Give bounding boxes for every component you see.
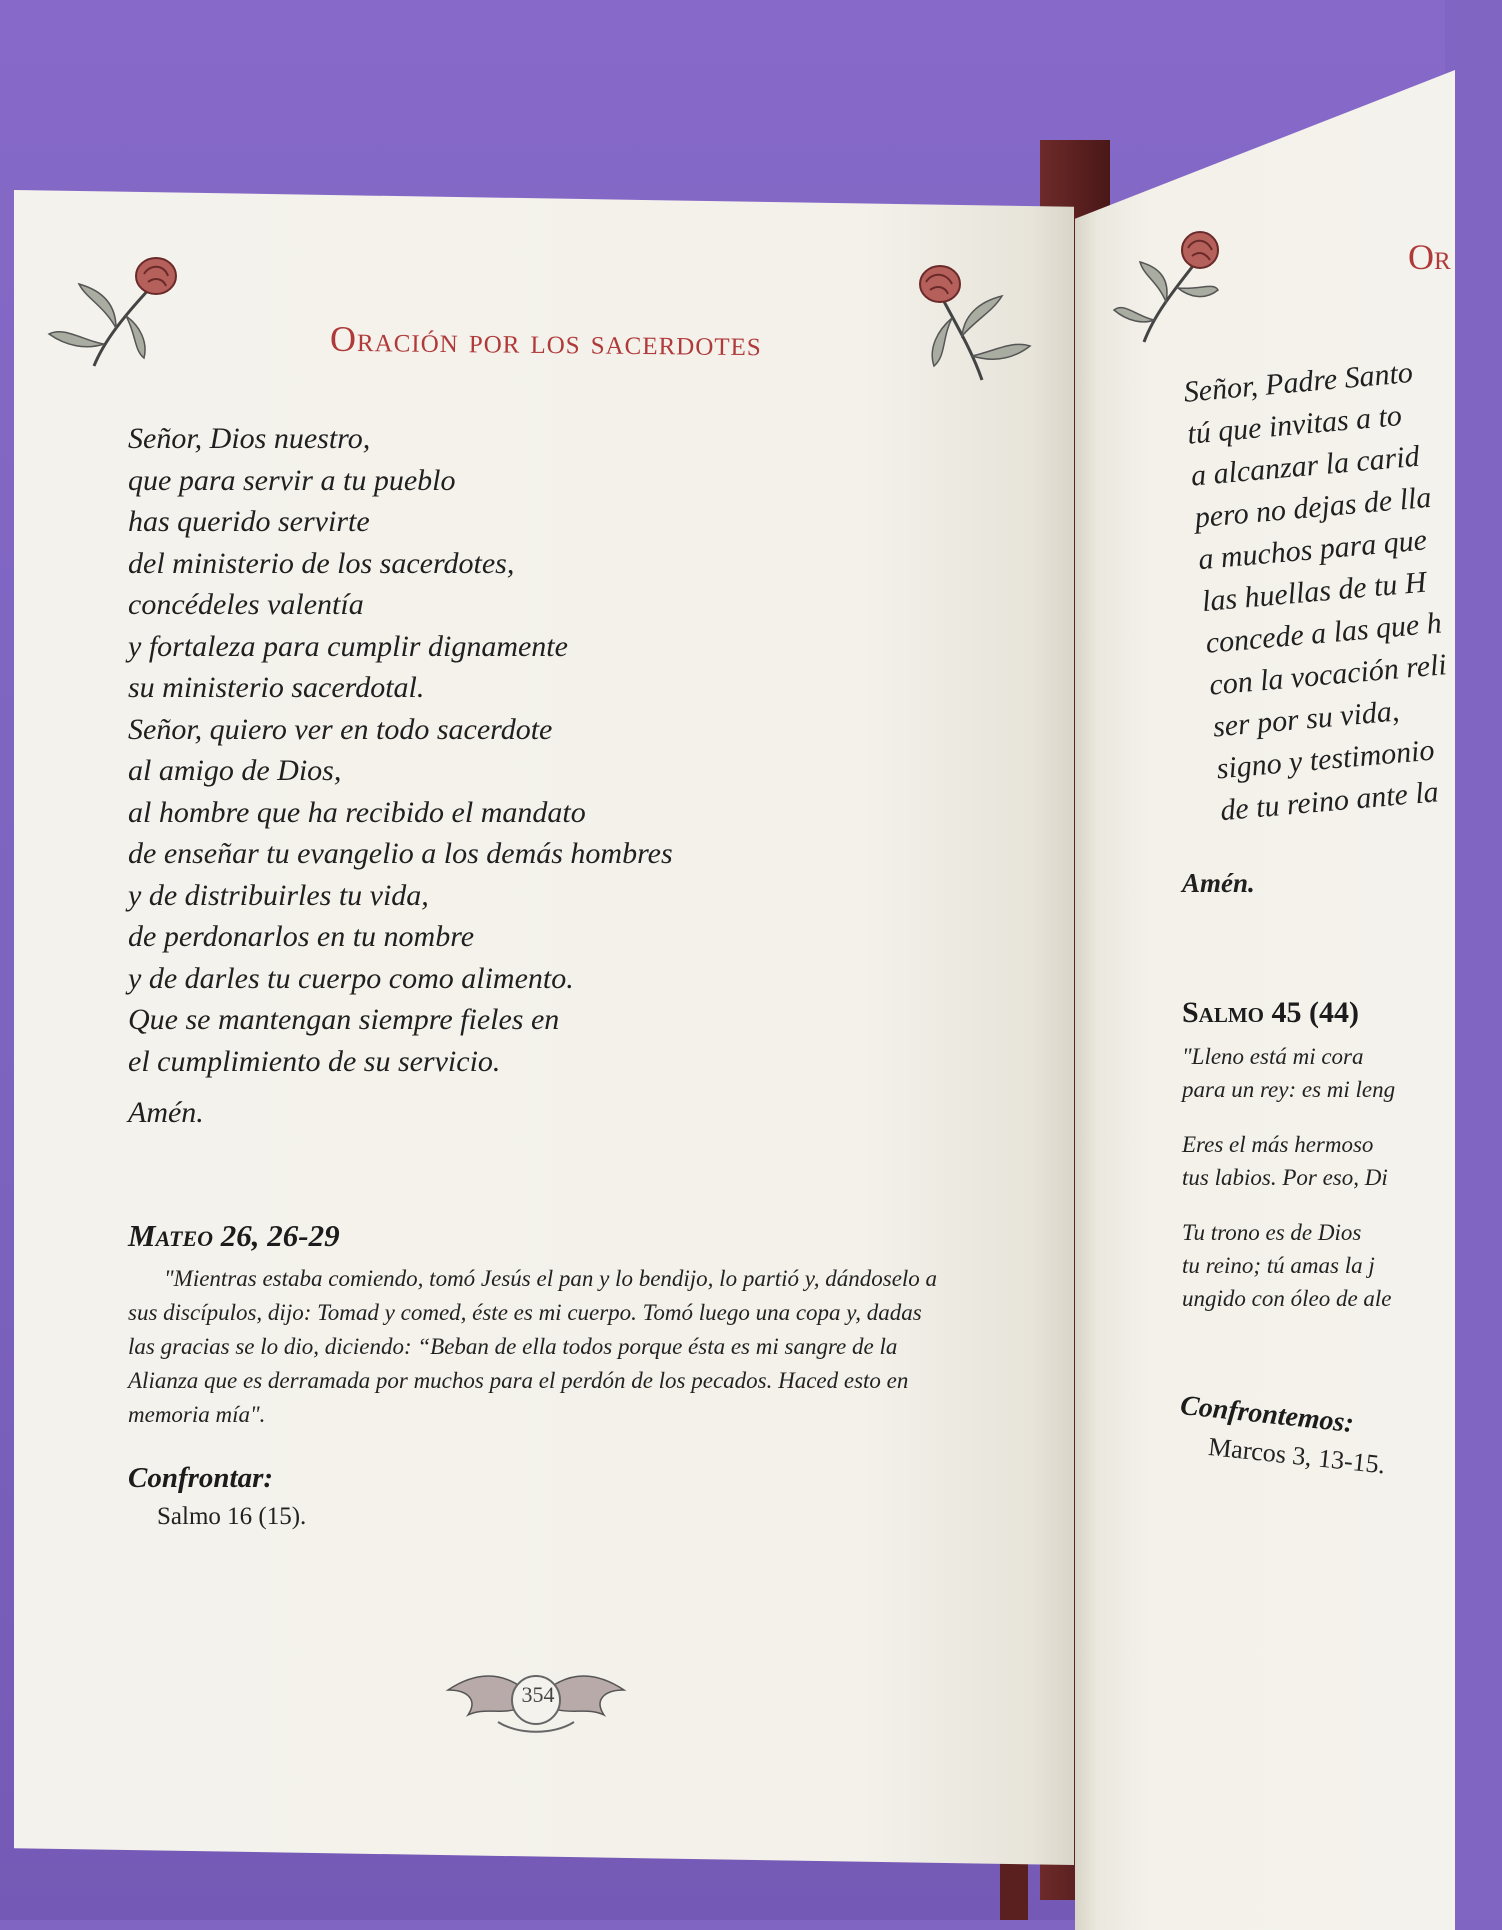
- prayer-line: de tu reino ante la: [1218, 775, 1440, 828]
- prayer-line: Que se mantengan siempre fieles en: [128, 1003, 560, 1036]
- prayer-line: su ministerio sacerdotal.: [128, 671, 425, 704]
- psalm-line: Eres el más hermoso tus labios. Por eso, Di: [1182, 1132, 1388, 1190]
- prayer-line: Señor, Dios nuestro,: [128, 422, 371, 455]
- right-prayer-text: [1182, 351, 1459, 832]
- psalm-line: Tu trono es de Dios tu reino; tú amas la j ungido con óleo de ale: [1182, 1220, 1392, 1311]
- rose-ornament-left-icon: [44, 246, 174, 376]
- psalm-text: [1182, 1040, 1502, 1337]
- prayer-line: Señor, Padre Santo: [1182, 355, 1415, 409]
- rose-ornament-right-icon: [912, 256, 1042, 386]
- right-amen-text: Amén.: [1182, 868, 1255, 898]
- prayer-line: que para servir a tu pueblo: [128, 463, 456, 497]
- right-confront-label: Confrontemos:: [1178, 1390, 1356, 1440]
- prayer-line: has querido servirte: [128, 505, 370, 538]
- page-title: Oración por los sacerdotes: [329, 318, 763, 364]
- prayer-line: ser por su vida,: [1211, 694, 1401, 744]
- prayer-line: a muchos para que: [1196, 523, 1429, 577]
- prayer-line: de enseñar tu evangelio a los demás hombres: [128, 837, 673, 870]
- page-number-ornament: [438, 1660, 634, 1740]
- reading-heading: [128, 1218, 340, 1254]
- prayer-line: las huellas de tu H: [1200, 565, 1428, 619]
- prayer-line: de perdonarlos en tu nombre: [128, 920, 475, 953]
- right-page-title: Or: [1408, 237, 1451, 277]
- amen-text: Amén.: [128, 1096, 204, 1129]
- right-confront-reference: Marcos 3, 13-15.: [1206, 1432, 1387, 1480]
- prayer-line: concédeles valentía: [128, 588, 364, 621]
- prayer-line: signo y testimonio: [1215, 733, 1436, 786]
- prayer-line: pero no dejas de lla: [1193, 480, 1433, 535]
- reading-reference: 26, 26-29: [220, 1218, 340, 1253]
- prayer-text: [128, 418, 673, 1082]
- prayer-line: al amigo de Dios,: [128, 754, 342, 787]
- confront-label: Confrontar:: [128, 1462, 274, 1494]
- prayer-line: y fortaleza para cumplir dignamente: [128, 629, 568, 663]
- prayer-line: concede a las que h: [1204, 606, 1443, 660]
- prayer-line: a alcanzar la carid: [1189, 439, 1421, 493]
- reading-text: "Mientras estaba comiendo, tomó Jesús el pan y lo bendijo, lo partió y, dándoselo a sus discípulos, dijo: Tomad y comed, éste es mi cuerpo. Tomó luego una copa y, dadas las gracias se lo dio, diciendo: “Beban de ella todos porque ésta es mi sangre de la Alianza que es derramada por muchos para el perdón de los pecados. Haced esto en memoria mía".: [128, 1266, 938, 1427]
- prayer-line: y de distribuirles tu vida,: [128, 878, 429, 912]
- prayer-line: y de darles tu cuerpo como alimento.: [128, 961, 574, 995]
- reading-book: Mateo: [128, 1218, 214, 1253]
- page-number: 354: [521, 1682, 555, 1707]
- psalm-heading: [1182, 996, 1359, 1030]
- psalm-book: Salmo: [1182, 996, 1265, 1029]
- prayer-line: al hombre que ha recibido el mandato: [128, 795, 586, 829]
- psalm-line: "Lleno está mi cora para un rey: es mi leng: [1182, 1044, 1396, 1102]
- rose-ornament-right-page-icon: [1114, 220, 1224, 350]
- confront-reference: Salmo 16 (15).: [157, 1503, 307, 1530]
- prayer-line: con la vocación reli: [1207, 648, 1448, 702]
- prayer-line: Señor, quiero ver en todo sacerdote: [128, 712, 553, 746]
- prayer-line: del ministerio de los sacerdotes,: [128, 546, 515, 580]
- prayer-line: tú que invitas a to: [1186, 399, 1404, 451]
- psalm-reference: 45 (44): [1271, 996, 1359, 1029]
- prayer-line: el cumplimiento de su servicio.: [128, 1044, 501, 1078]
